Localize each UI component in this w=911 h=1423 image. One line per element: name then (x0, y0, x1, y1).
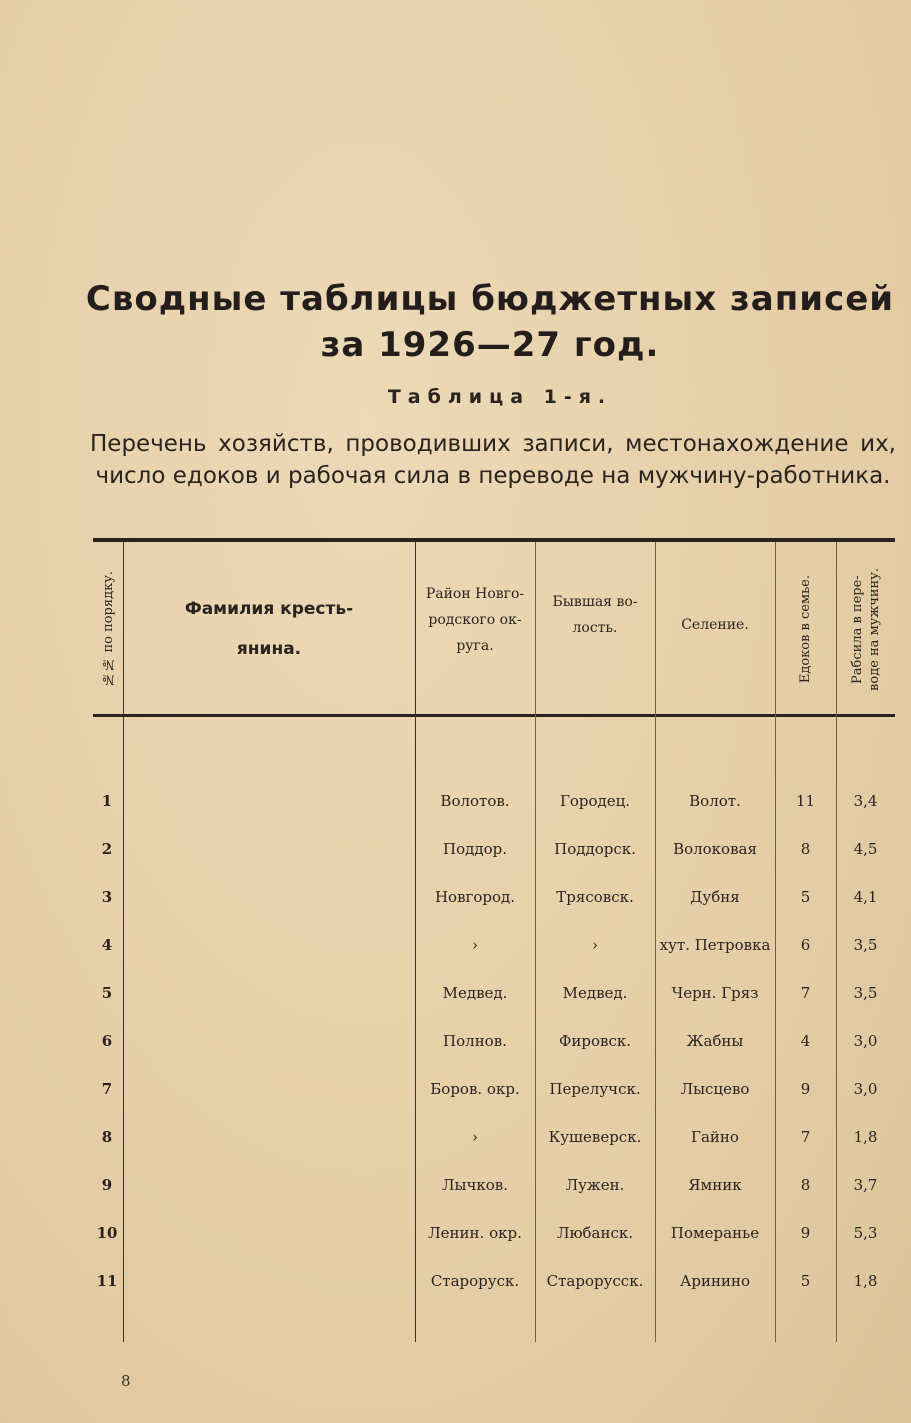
table-row: 1 Волотов. Городец. Волот. 11 3,4 (101, 792, 878, 810)
table-row: 11 Староруск. Старорусск. Аринино 5 1,8 (96, 1272, 878, 1290)
table-row: 2 Поддор. Поддорск. Волоковая 8 4,5 (101, 840, 878, 858)
table-row: 8 › Кушеверск. Гайно 7 1,8 (101, 1128, 878, 1146)
header-selenie: Селение. (681, 617, 749, 633)
header-edokov: Едоков в семье. (798, 574, 813, 684)
page-number: 8 (121, 1372, 131, 1390)
table-row: 9 Лычков. Лужен. Ямник 8 3,7 (101, 1176, 878, 1194)
table-row: 10 Ленин. окр. Любанск. Померанье 9 5,3 (96, 1224, 878, 1242)
table-row: 5 Медвед. Медвед. Черн. Гряз 7 3,5 (101, 984, 878, 1002)
table-row: 3 Новгород. Трясовск. Дубня 5 4,1 (101, 888, 878, 906)
table-label: Таблица 1-я. (387, 386, 613, 408)
header-volost: Бывшая во- лость. (552, 594, 638, 636)
title-line-1: Сводные таблицы бюджетных записей (85, 279, 895, 319)
table-caption: Перечень хозяйств, проводивших записи, местонахождение их, число едоков и рабочая сила в переводе на мужчину-работника. (90, 431, 896, 489)
header-number: №№ по порядку. (100, 571, 116, 687)
table-row: 7 Боров. окр. Перелучск. Лысцево 9 3,0 (101, 1080, 878, 1098)
page-title (80, 276, 900, 368)
header-raion: Район Новго- родского ок- руга. (425, 586, 525, 654)
table-row: 6 Полнов. Фировск. Жабны 4 3,0 (101, 1032, 878, 1050)
header-rabsila: Рабсила в пере- воде на мужчину. (849, 567, 882, 691)
table-row: 4 › › хут. Петровка 6 3,5 (101, 936, 878, 954)
title-line-2: за 1926—27 год. (320, 325, 660, 365)
header-name: Фамилия кресть- янина. (184, 599, 354, 659)
